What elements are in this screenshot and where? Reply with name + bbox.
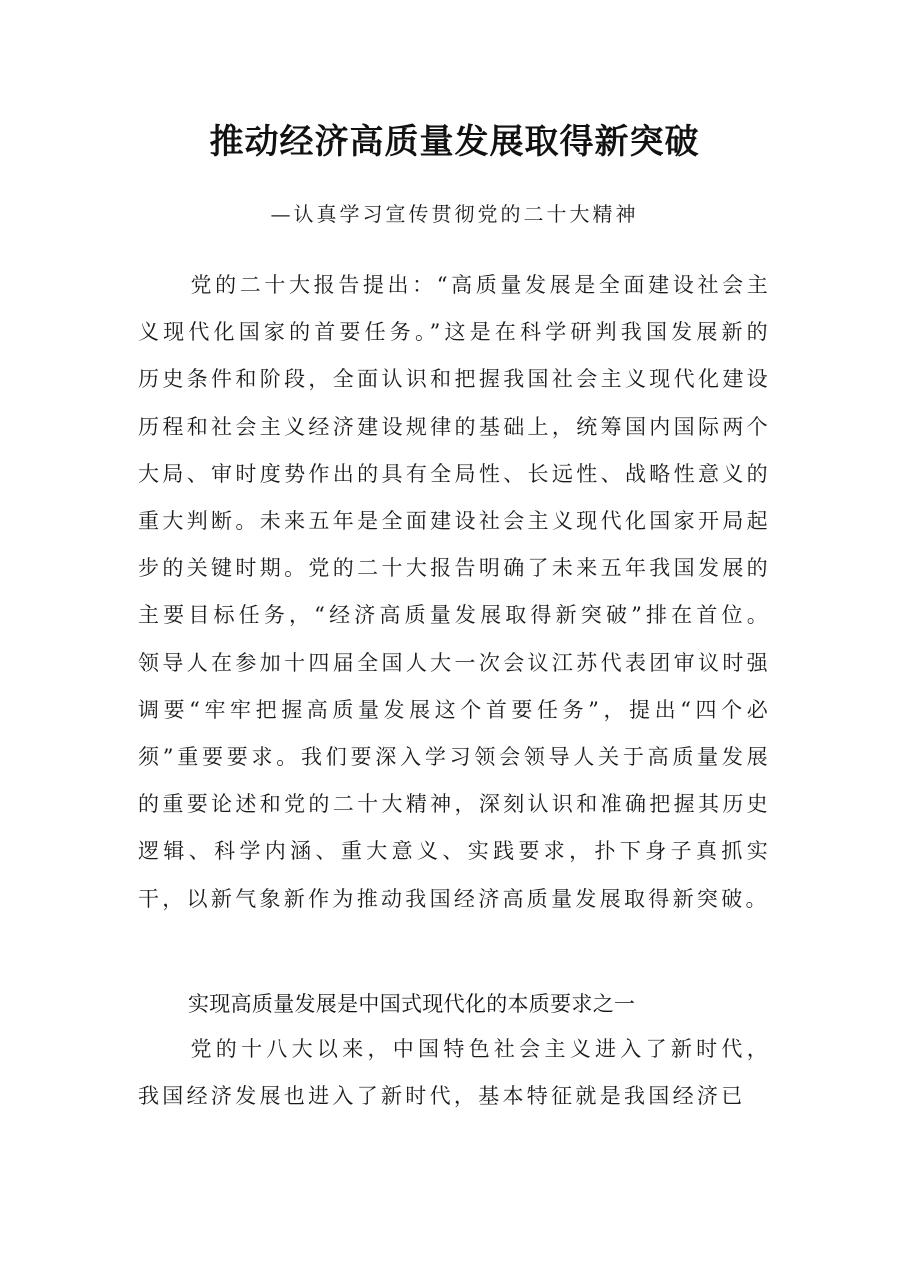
section-paragraph: 党的十八大以来，中国特色社会主义进入了新时代，我国经济发展也进入了新时代，基本特征就是我国经济已: [138, 1037, 771, 1109]
document-title: 推动经济高质量发展取得新突破: [209, 122, 700, 162]
body-paragraph: 党的二十大报告提出：“高质量发展是全面建设社会主义现代化国家的首要任务。”这是在科学研判我国发展新的历史条件和阶段，全面认识和把握我国社会主义现代化建设历程和社会主义经济建设规律的基础上，统筹国内国际两个大局、审时度势作出的具有全局性、长远性、战略性意义的重大判断。未来五年是全面建设社会主义现代化国家开局起步的关键时期。党的二十大报告明确了未来五年我国发展的主要目标任务，“经济高质量发展取得新突破”排在首位。领导人在参加十四届全国人大一次会议江苏代表团审议时强调要“牢牢把握高质量发展这个首要任务”，提出“四个必须”重要要求。我们要深入学习领会领导人关于高质量发展的重要论述和党的二十大精神，深刻认识和准确把握其历史逻辑、科学内涵、重大意义、实践要求，扑下身子真抓实干，以新气象新作为推动我国经济高质量发展取得新突破。: [138, 273, 771, 911]
document-subtitle: —认真学习宣传贯彻党的二十大精神: [270, 202, 639, 226]
section-heading: 实现高质量发展是中国式现代化的本质要求之一: [188, 992, 636, 1016]
